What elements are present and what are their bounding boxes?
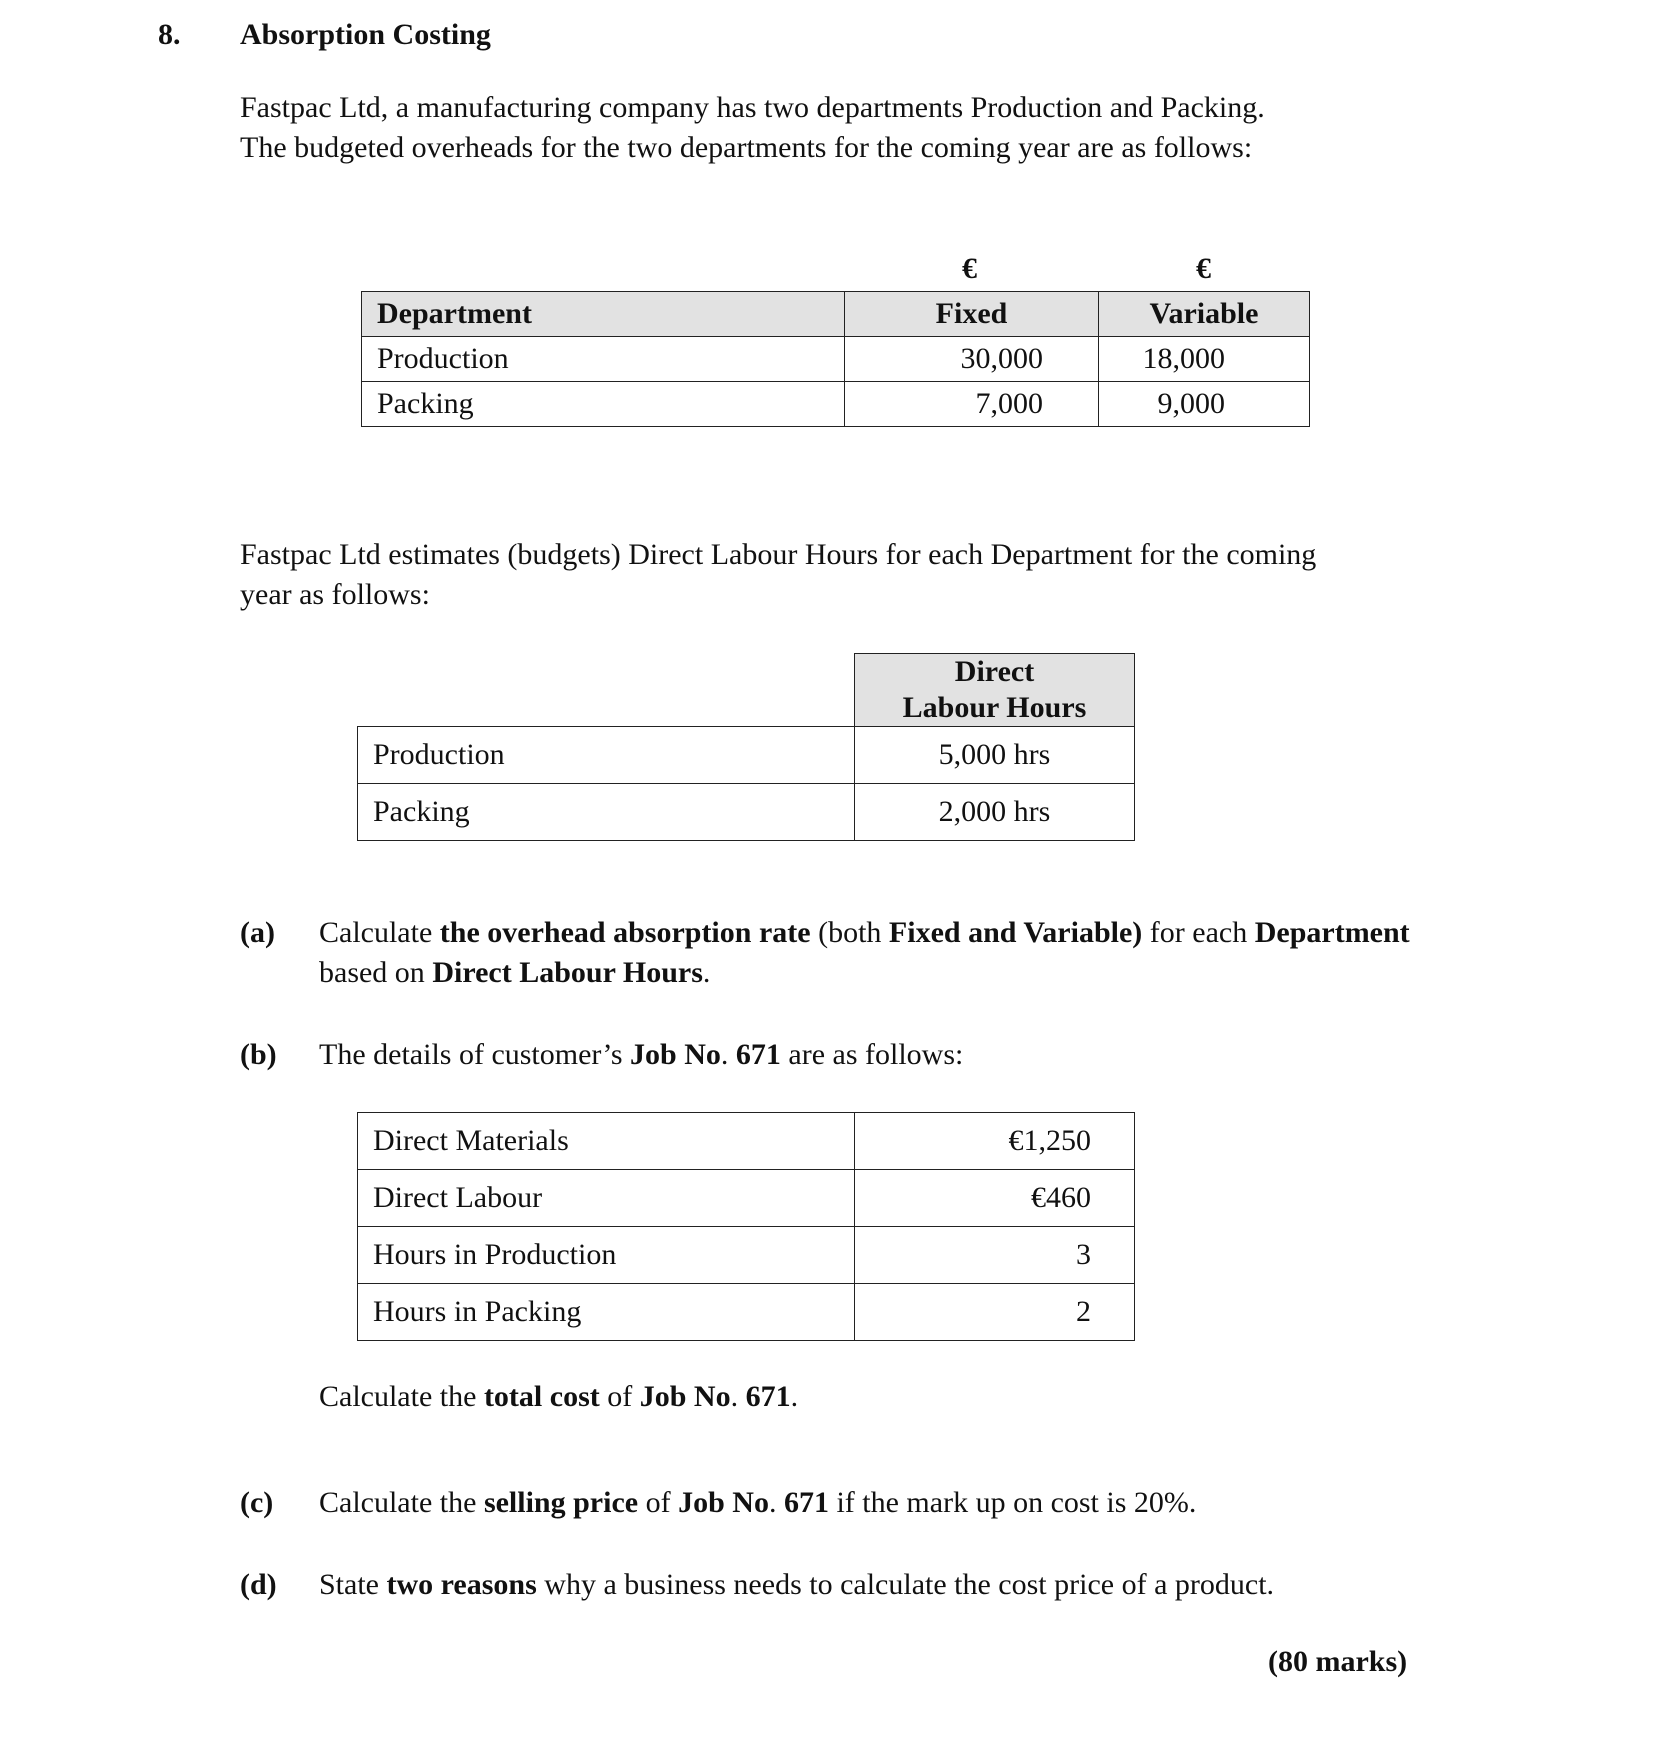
job-item-value: 3 <box>855 1227 1135 1284</box>
currency-symbol-variable: € <box>1196 252 1211 285</box>
department-name: Packing <box>358 784 855 841</box>
overheads-table <box>361 291 1310 427</box>
part-d-line: State two reasons why a business needs to calculate the cost price of a product. <box>319 1568 1275 1601</box>
table-row <box>358 1113 1135 1170</box>
department-name: Production <box>358 727 855 784</box>
labour-intro-line-1: Fastpac Ltd estimates (budgets) Direct Labour Hours for each Department for the coming <box>240 538 1317 571</box>
table-row <box>358 1170 1135 1227</box>
table-header-row <box>358 654 1135 727</box>
blank-cell <box>358 654 855 727</box>
fixed-value: 7,000 <box>845 382 1099 427</box>
part-b-label: (b) <box>240 1038 277 1071</box>
labour-hours-table <box>357 653 1135 841</box>
part-b-line: The details of customer’s Job No. 671 are as follows: <box>319 1038 964 1071</box>
table-row <box>358 1227 1135 1284</box>
table-row <box>358 784 1135 841</box>
currency-symbol-fixed: € <box>962 252 977 285</box>
labour-hours-value: 5,000 hrs <box>855 727 1135 784</box>
question-number: 8. <box>158 18 181 51</box>
header-variable: Variable <box>1099 292 1310 337</box>
table-row <box>362 337 1310 382</box>
labour-intro-line-2: year as follows: <box>240 578 430 611</box>
header-direct-labour-hours <box>855 654 1135 727</box>
table-row <box>358 727 1135 784</box>
table-row <box>358 1284 1135 1341</box>
header-line-2: Labour Hours <box>902 691 1087 724</box>
total-marks: (80 marks) <box>1268 1645 1408 1678</box>
header-department: Department <box>362 292 845 337</box>
department-name: Packing <box>362 382 845 427</box>
intro-line-1: Fastpac Ltd, a manufacturing company has two departments Production and Packing. <box>240 91 1265 124</box>
job-item-label: Direct Labour <box>358 1170 855 1227</box>
part-b-total-cost-line: Calculate the total cost of Job No. 671. <box>319 1380 799 1413</box>
job-item-value: 2 <box>855 1284 1135 1341</box>
job-item-label: Hours in Packing <box>358 1284 855 1341</box>
job-item-value: €1,250 <box>855 1113 1135 1170</box>
table-row <box>362 382 1310 427</box>
fixed-value: 30,000 <box>845 337 1099 382</box>
job-item-value: €460 <box>855 1170 1135 1227</box>
job-details-table <box>357 1112 1135 1341</box>
question-title: Absorption Costing <box>240 18 491 51</box>
labour-hours-value: 2,000 hrs <box>855 784 1135 841</box>
job-item-label: Hours in Production <box>358 1227 855 1284</box>
variable-value: 18,000 <box>1099 337 1310 382</box>
department-name: Production <box>362 337 845 382</box>
header-fixed: Fixed <box>845 292 1099 337</box>
header-line-1: Direct <box>954 655 1035 688</box>
job-item-label: Direct Materials <box>358 1113 855 1170</box>
intro-line-2: The budgeted overheads for the two departments for the coming year are as follows: <box>240 131 1253 164</box>
part-c-line: Calculate the selling price of Job No. 671 if the mark up on cost is 20%. <box>319 1486 1197 1519</box>
part-a-line-1: Calculate the overhead absorption rate (both Fixed and Variable) for each Department <box>319 916 1410 949</box>
table-header-row <box>362 292 1310 337</box>
part-a-line-2: based on Direct Labour Hours. <box>319 956 711 989</box>
variable-value: 9,000 <box>1099 382 1310 427</box>
part-a-label: (a) <box>240 916 275 949</box>
part-d-label: (d) <box>240 1568 277 1601</box>
part-c-label: (c) <box>240 1486 274 1519</box>
